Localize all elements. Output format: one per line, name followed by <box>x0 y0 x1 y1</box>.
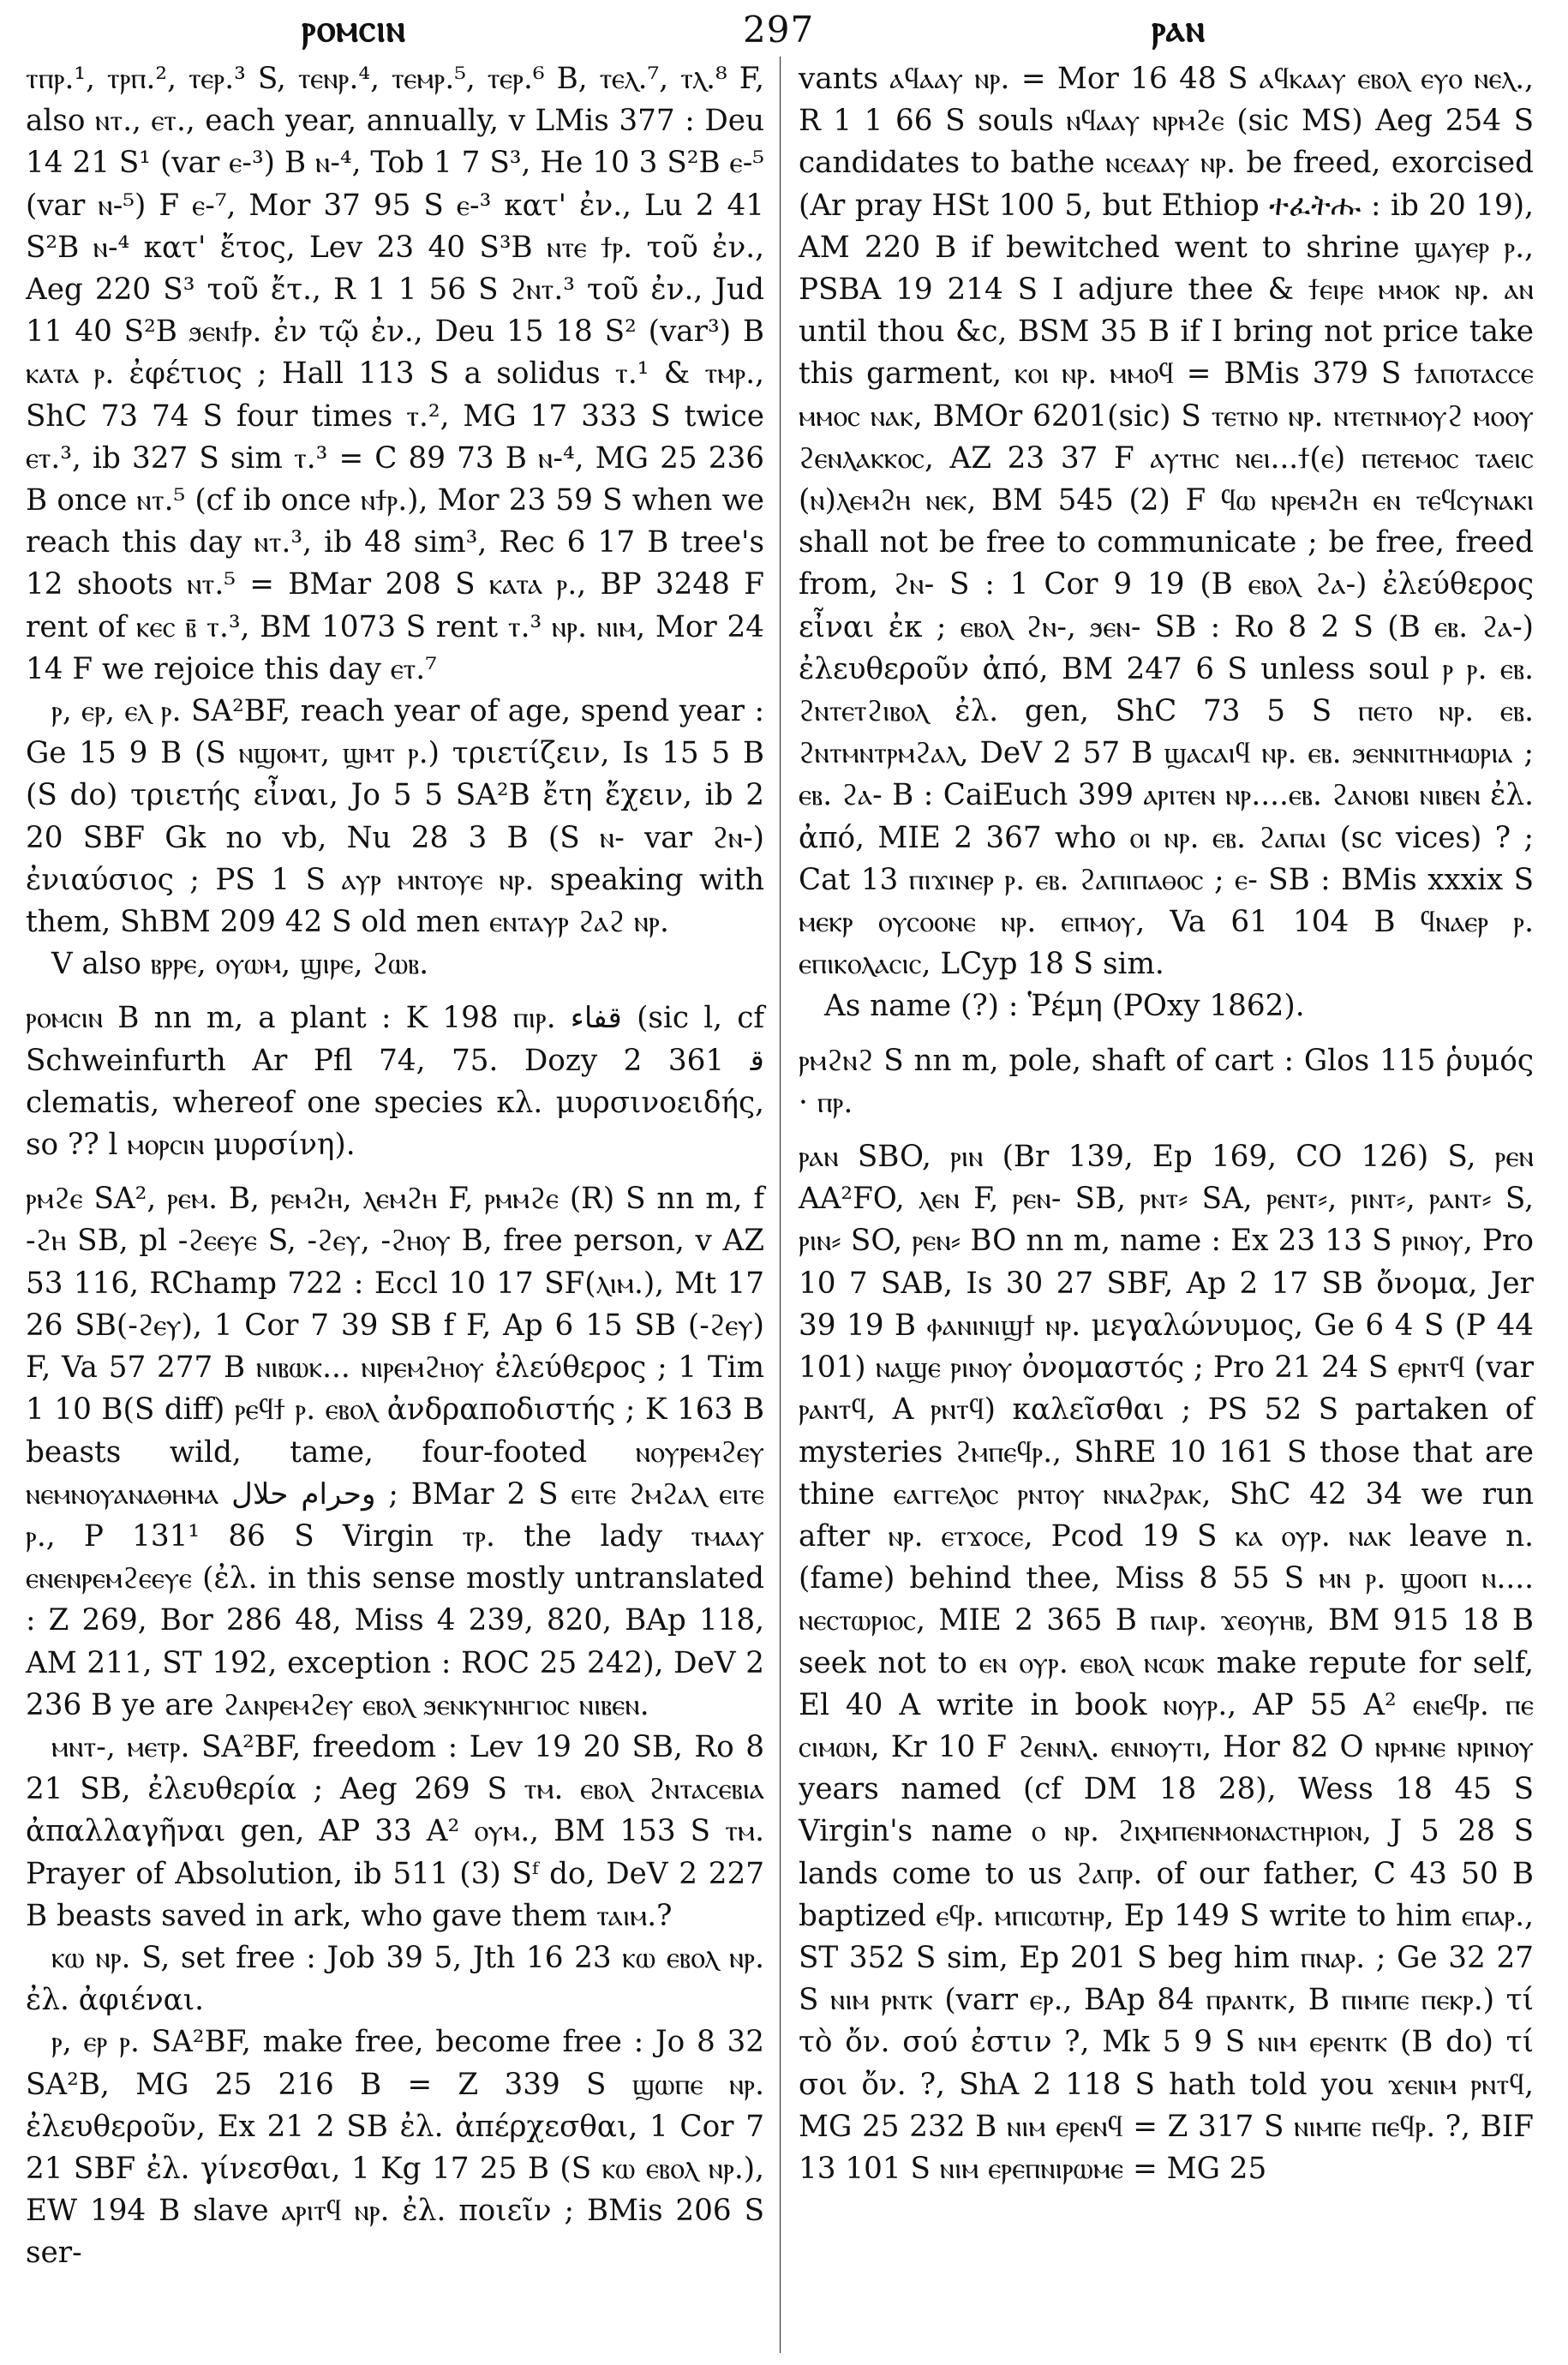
entry-romsin: ⲣⲟⲙⲥⲓⲛ B nn m, a plant : K 198 ⲡⲓⲣ. قفاء (sic l, cf Schweinfurth Ar Pfl 74, 75. Dozy 2 361 ﻗ clematis, whereof one species κλ. μυρσινοειδής, so ?? l ⲙⲟⲣⲥⲓⲛ μυρσίνη). <box>26 1001 764 1163</box>
right-running-head: ⲣⲁⲛ <box>1152 7 1206 51</box>
right-column <box>799 58 1534 2190</box>
cross-reference: V also ⲃⲣⲣⲉ, ⲟⲩⲱⲙ, ϣⲓⲣⲉ, ϩⲱⲃ. <box>51 947 429 982</box>
column-divider <box>780 57 781 2353</box>
left-running-head: ⲣⲟⲙⲥⲓⲛ <box>302 7 406 51</box>
entry-remhe: ⲣⲙϩⲉ SA², ⲣⲉⲙ. B, ⲣⲉⲙϩⲏ, ⲗⲉⲙϩⲏ F, ⲣⲙⲙϩⲉ (R) S nn m, f -ϩⲏ SB, pl -ϩⲉⲉⲩⲉ S, -ϩⲉⲩ, -ϩⲏⲟⲩ B, free person, v AZ 53 116, RChamp 722 : Eccl 10 17 SF(ⲗⲓⲙ.), Mt 17 26 SB(-ϩⲉⲩ), 1 Cor 7 39 SB f F, Ap 6 15 SB (-ϩⲉⲩ) F, Va 57 277 B ⲛⲓⲃⲱⲕ... ⲛⲓⲣⲉⲙϩⲏⲟⲩ ἐλεύθερος ; 1 Tim 1 10 B(S diff) ⲣⲉϥϯ ⲣ. ⲉⲃⲟⲗ ἀνδραποδιστής ; K 163 B beasts wild, tame, four-footed ⲛⲟⲩⲣⲉⲙϩⲉⲩ ⲛⲉⲙⲛⲟⲩⲁⲛⲁⲑⲏⲙⲁ وحرام حلال ; BMar 2 S ⲉⲓⲧⲉ ϩⲙϩⲁⲗ ⲉⲓⲧⲉ ⲣ., P 131¹ 86 S Virgin ⲧⲣ. the lady ⲧⲙⲁⲁⲩ ⲉⲛⲉⲛⲣⲉⲙϩⲉⲉⲩⲉ (ἐλ. in this sense mostly untranslated : Z 269, Bor 286 48, Miss 4 239, 820, BAp 118, AM 211, ST 192, exception : ROC 25 242), DeV 2 236 B ye are ϩⲁⲛⲣⲉⲙϩⲉⲩ ⲉⲃⲟⲗ ϧⲉⲛⲕⲩⲛⲏⲅⲓⲟⲥ ⲛⲓⲃⲉⲛ. <box>26 1182 764 1722</box>
subentry-freedom: ⲙⲛⲧ-, ⲙⲉⲧⲣ. SA²BF, freedom : Lev 19 20 SB, Ro 8 21 SB, ἐλευθερία ; Aeg 269 S ⲧⲙ. ⲉⲃⲟⲗ ϩⲛⲧⲁⲥⲉⲃⲓⲁ ἀπαλλαγῆναι gen, AP 33 A² ⲟⲩⲙ., BM 153 S ⲧⲙ. Prayer of Absolution, ib 511 (3) Sᶠ do, DeV 2 227 B beasts saved in ark, who gave them ⲧⲁⲓⲙ.? <box>26 1729 764 1933</box>
subentry-make-free: ⲣ, ⲉⲣ ⲣ. SA²BF, make free, become free : Jo 8 32 SA²B, MG 25 216 B = Z 339 S ϣⲱⲡⲉ ⲛⲣ. ἐλευθεροῦν, Ex 21 2 SB ἐλ. ἀπέρχεσθαι, 1 Cor 7 21 SBF ἐλ. γίνεσθαι, 1 Kg 17 25 B (S ⲕⲱ ⲉⲃⲟⲗ ⲛⲣ.), EW 194 B slave ⲁⲣⲓⲧϥ ⲛⲣ. ἐλ. ποιεῖν ; BMis 206 S ser- <box>26 2025 764 2271</box>
left-column <box>26 58 764 2275</box>
entry-rmhnh: ⲣⲙϩⲛϩ S nn m, pole, shaft of cart : Glos 115 ῥυμός · ⲡⲣ. <box>799 1043 1534 1120</box>
subentry-set-free: ⲕⲱ ⲛⲣ. S, set free : Job 39 5, Jth 16 23 ⲕⲱ ⲉⲃⲟⲗ ⲛⲣ. ἐλ. ἀφιέναι. <box>26 1940 764 2018</box>
page-number: 297 <box>743 9 815 51</box>
entry-continuation-right: vants ⲁϥⲁⲁⲩ ⲛⲣ. = Mor 16 48 S ⲁϥⲕⲁⲁⲩ ⲉⲃⲟⲗ ⲉⲩⲟ ⲛⲉⲗ., R 1 1 66 S souls ⲛϥⲁⲁⲩ ⲛⲣⲙϩⲉ (sic MS) Aeg 254 S candidates to bathe ⲛⲥⲉⲁⲁⲩ ⲛⲣ. be freed, exorcised (Ar pray HSt 100 5, but Ethiop ተፈትሑ : ib 20 19), AM 220 B if bewitched went to shrine ϣⲁⲩⲉⲣ ⲣ., PSBA 19 214 S I adjure thee & ϯⲉⲓⲣⲉ ⲙⲙⲟⲕ ⲛⲣ. ⲁⲛ until thou &c, BSM 35 B if I bring not price take this garment, ⲕⲟⲓ ⲛⲣ. ⲙⲙⲟϥ = BMis 379 S ϯⲁⲡⲟⲧⲁⲥⲥⲉ ⲙⲙⲟⲥ ⲛⲁⲕ, BMOr 6201(sic) S ⲧⲉⲧⲛⲟ ⲛⲣ. ⲛⲧⲉⲧⲛⲙⲟⲩϩ ⲙⲟⲟⲩ ϩⲉⲛⲗⲁⲕⲕⲟⲥ, AZ 23 37 F ⲁⲩⲧⲏⲥ ⲛⲉⲓ...ϯ(ⲉ) ⲡⲉⲧⲉⲙⲟⲥ ⲧⲁⲉⲓⲥ (ⲛ)ⲗⲉⲙϩⲏ ⲛⲉⲕ, BM 545 (2) F ϥⲱ ⲛⲣⲉⲙϩⲏ ⲉⲛ ⲧⲉϥⲥⲩⲛⲁⲕⲓ shall not be free to communicate ; be free, freed from, ϩⲛ- S : 1 Cor 9 19 (B ⲉⲃⲟⲗ ϩⲁ-) ἐλεύθερος εἶναι ἐκ ; ⲉⲃⲟⲗ ϩⲛ-, ϧⲉⲛ- SB : Ro 8 2 S (B ⲉⲃ. ϩⲁ-) ἐλευθεροῦν ἀπό, BM 247 6 S unless soul ⲣ ⲣ. ⲉⲃ. ϩⲛⲧⲉⲧϩⲓⲃⲟⲗ ἐλ. gen, ShC 73 5 S ⲡⲉⲧⲟ ⲛⲣ. ⲉⲃ. ϩⲛⲧⲙⲛⲧⲣⲙϩⲁⲗ, DeV 2 57 B ϣⲁⲥⲁⲓϥ ⲛⲣ. ⲉⲃ. ϧⲉⲛⲛⲓⲧⲏⲙⲱⲣⲓⲁ ; ⲉⲃ. ϩⲁ- B : CaiEuch 399 ⲁⲣⲓⲧⲉⲛ ⲛⲣ....ⲉⲃ. ϩⲁⲛⲟⲃⲓ ⲛⲓⲃⲉⲛ ἐλ. ἀπό, MIE 2 367 who ⲟⲓ ⲛⲣ. ⲉⲃ. ϩⲁⲡⲁⲓ (sc vices) ? ; Cat 13 ⲡⲓϫⲓⲛⲉⲣ ⲣ. ⲉⲃ. ϩⲁⲡⲓⲡⲁⲑⲟⲥ ; ⲉ- SB : BMis xxxix S ⲙⲉⲕⲣ ⲟⲩⲥⲟⲟⲛⲉ ⲛⲣ. ⲉⲡⲙⲟⲩ, Va 61 104 B ϥⲛⲁⲉⲣ ⲣ. ⲉⲡⲓⲕⲟⲗⲁⲥⲓⲥ, LCyp 18 S sim. <box>799 62 1534 982</box>
entry-continuation: ⲧⲡⲣ.¹, ⲧⲣⲡ.², ⲧⲉⲣ.³ S, ⲧⲉⲛⲣ.⁴, ⲧⲉⲙⲣ.⁵, ⲧⲉⲣ.⁶ B, ⲧⲉⲗ.⁷, ⲧⲗ.⁸ F, also ⲛⲧ., ⲉⲧ., each year, annually, v LMis 377 : Deu 14 21 S¹ (var ⲉ-³) B ⲛ-⁴, Tob 1 7 S³, He 10 3 S²B ⲉ-⁵ (var ⲛ-⁵) F ⲉ-⁷, Mor 37 95 S ⲉ-³ κατ' ἐν., Lu 2 41 S²B ⲛ-⁴ κατ' ἔτος, Lev 23 40 S³B ⲛⲧⲉ ϯⲣ. τοῦ ἐν., Aeg 220 S³ τοῦ ἔτ., R 1 1 56 S ϩⲛⲧ.³ τοῦ ἐν., Jud 11 40 S²B ϧⲉⲛϯⲣ. ἐν τῷ ἐν., Deu 15 18 S² (var³) B ⲕⲁⲧⲁ ⲣ. ἐφέτιος ; Hall 113 S a solidus ⲧ.¹ & ⲧⲙⲣ., ShC 73 74 S four times ⲧ.², MG 17 333 S twice ⲉⲧ.³, ib 327 S sim ⲧ.³ = C 89 73 B ⲛ-⁴, MG 25 236 B once ⲛⲧ.⁵ (cf ib once ⲛϯⲣ.), Mor 23 59 S when we reach this day ⲛⲧ.³, ib 48 sim³, Rec 6 17 B tree's 12 shoots ⲛⲧ.⁵ = BMar 208 S ⲕⲁⲧⲁ ⲣ., BP 3248 F rent of ⲕⲉⲥ ⲃ̄ ⲧ.³, BM 1073 S rent ⲧ.³ ⲛⲣ. ⲛⲓⲙ, Mor 24 14 F we rejoice this day ⲉⲧ.⁷ <box>26 62 764 686</box>
as-name-note: As name (?) : Ῥέμη (POxy 1862). <box>824 989 1305 1024</box>
subentry-reach-year: ⲣ, ⲉⲣ, ⲉⲗ ⲣ. SA²BF, reach year of age, spend year : Ge 15 9 B (S ⲛϣⲟⲙⲧ, ϣⲙⲧ ⲣ.) τριετίζειν, Is 15 5 B (S do) τριετής εἶναι, Jo 5 5 SA²B ἔτη ἔχειν, ib 2 20 SBF Gk no vb, Nu 28 3 B (S ⲛ- var ϩⲛ-) ἐνιαύσιος ; PS 1 S ⲁⲩⲣ ⲙⲛⲧⲟⲩⲉ ⲛⲣ. speaking with them, ShBM 209 42 S old men ⲉⲛⲧⲁⲩⲣ ϩⲁϩ ⲛⲣ. <box>26 694 764 940</box>
entry-ran: ⲣⲁⲛ SBO, ⲣⲓⲛ (Br 139, Ep 169, CO 126) S, ⲣⲉⲛ AA²FO, ⲗⲉⲛ F, ⲣⲉⲛ- SB, ⲣⲛⲧ⸗ SA, ⲣⲉⲛⲧ⸗, ⲣⲓⲛⲧ⸗, ⲣⲁⲛⲧ⸗ S, ⲣⲓⲛ⸗ SO, ⲣⲉⲛ⸗ BO nn m, name : Ex 23 13 S ⲣⲓⲛⲟⲩ, Pro 10 7 SAB, Is 30 27 SBF, Ap 2 17 SB ὄνομα, Jer 39 19 B ⲫⲁⲛⲓⲛⲓϣϯ ⲛⲣ. μεγαλώνυμος, Ge 6 4 S (P 44 101) ⲛⲁϣⲉ ⲣⲓⲛⲟⲩ ὀνομαστός ; Pro 21 24 S ⲉⲣⲛⲧϥ (var ⲣⲁⲛⲧϥ, A ⲣⲛⲧϥ) καλεῖσθαι ; PS 52 S partaken of mysteries ϩⲙⲡⲉϥⲣ., ShRE 10 161 S those that are thine ⲉⲁⲅⲅⲉⲗⲟⲥ ⲣⲛⲧⲟⲩ ⲛⲛⲁϩⲣⲁⲕ, ShC 42 34 we run after ⲛⲣ. ⲉⲧϫⲟⲥⲉ, Pcod 19 S ⲕⲁ ⲟⲩⲣ. ⲛⲁⲕ leave n. (fame) behind thee, Miss 8 55 S ⲙⲛ ⲣ. ϣⲟⲟⲡ ⲛ.... ⲛⲉⲥⲧⲱⲣⲓⲟⲥ, MIE 2 365 B ⲡⲁⲓⲣ. ϫⲉⲟⲩⲏⲃ, BM 915 18 B seek not to ⲉⲛ ⲟⲩⲣ. ⲉⲃⲟⲗ ⲛⲥⲱⲕ make repute for self, El 40 A write in book ⲛⲟⲩⲣ., AP 55 A² ⲉⲛⲉϥⲣ. ⲡⲉ ⲥⲓⲙⲱⲛ, Kr 10 F ϩⲉⲛⲛⲗ. ⲉⲛⲛⲟⲩⲧⲓ, Hor 82 O ⲛⲣⲙⲛⲉ ⲛⲣⲓⲛⲟⲩ years named (cf DM 18 28), Wess 18 45 S Virgin's name ⲟ ⲛⲣ. ϩⲓⲭⲙⲡⲉⲛⲙⲟⲛⲁⲥⲧⲏⲣⲓⲟⲛ, J 5 28 S lands come to us ϩⲁⲡⲣ. of our father, C 43 50 B baptized ⲉϥⲣ. ⲙⲡⲓⲥⲱⲧⲏⲣ, Ep 149 S write to him ⲉⲡⲁⲣ., ST 352 S sim, Ep 201 S beg him ⲡⲛⲁⲣ. ; Ge 32 27 S ⲛⲓⲙ ⲣⲛⲧⲕ (varr ⲉⲣ., BAp 84 ⲡⲣⲁⲛⲧⲕ, B ⲡⲓⲙⲡⲉ ⲡⲉⲕⲣ.) τί τὸ ὄν. σού ἐστιν ?, Mk 5 9 S ⲛⲓⲙ ⲉⲣⲉⲛⲧⲕ (B do) τί σοι ὄν. ?, ShA 2 118 S hath told you ϫⲉⲛⲓⲙ ⲣⲛⲧϥ, MG 25 232 B ⲛⲓⲙ ⲉⲣⲉⲛϥ = Z 317 S ⲛⲓⲙⲡⲉ ⲡⲉϥⲣ. ?, BIF 13 101 S ⲛⲓⲙ ⲉⲣⲉⲡⲛⲓⲣⲱⲙⲉ = MG 25 <box>799 1140 1534 2186</box>
